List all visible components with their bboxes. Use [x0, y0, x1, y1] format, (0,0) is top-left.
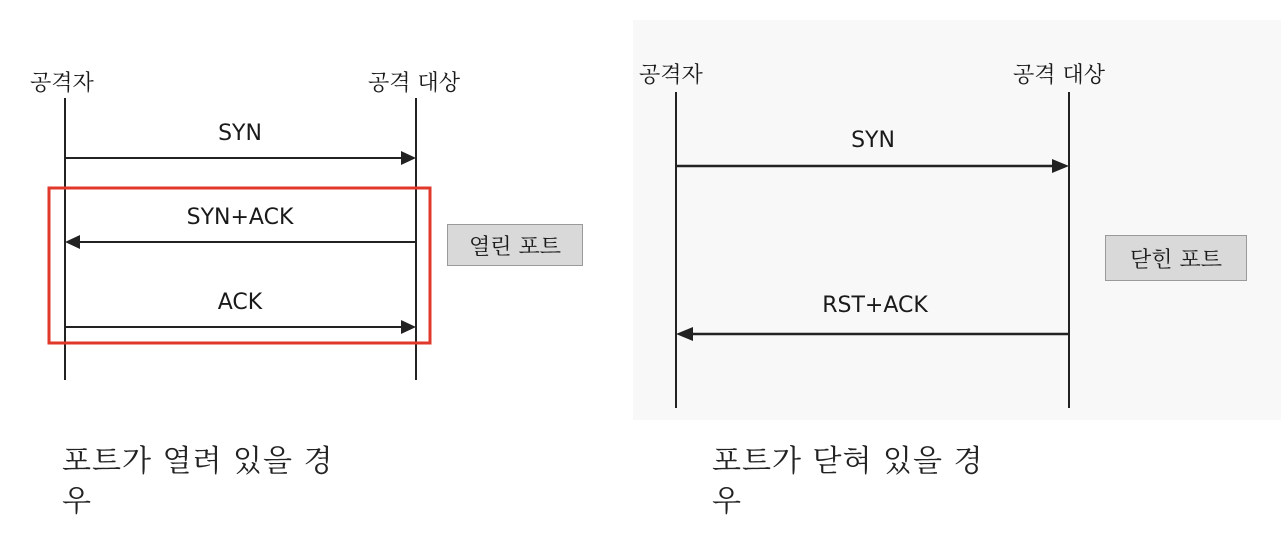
- target-label: 공격 대상: [368, 71, 461, 96]
- syn-arrowhead: [401, 151, 416, 165]
- syn-ack-arrowhead: [65, 235, 80, 249]
- syn-arrowhead: [1052, 159, 1069, 173]
- closed-port-diagram: [633, 20, 1281, 420]
- open-port-sequence-svg: [0, 0, 620, 430]
- closed-port-caption: 포트가 닫혀 있을 경 우: [712, 444, 984, 519]
- ack-label: ACK: [217, 290, 263, 315]
- syn-label: SYN: [218, 121, 262, 146]
- syn-ack-label: SYN+ACK: [186, 205, 294, 230]
- syn-label: SYN: [851, 128, 895, 153]
- open-port-status-badge: 열린 포트: [447, 224, 583, 266]
- rst-ack-arrowhead: [676, 327, 693, 341]
- open-port-diagram: [0, 0, 620, 430]
- attacker-label: 공격자: [30, 71, 94, 96]
- closed-port-sequence-svg: [633, 20, 1281, 420]
- attacker-label: 공격자: [639, 63, 703, 88]
- ack-arrowhead: [401, 320, 416, 334]
- target-label: 공격 대상: [1013, 63, 1106, 88]
- rst-ack-label: RST+ACK: [822, 293, 928, 318]
- open-port-caption: 포트가 열려 있을 경 우: [62, 444, 334, 519]
- closed-port-status-badge: 닫힌 포트: [1105, 235, 1247, 281]
